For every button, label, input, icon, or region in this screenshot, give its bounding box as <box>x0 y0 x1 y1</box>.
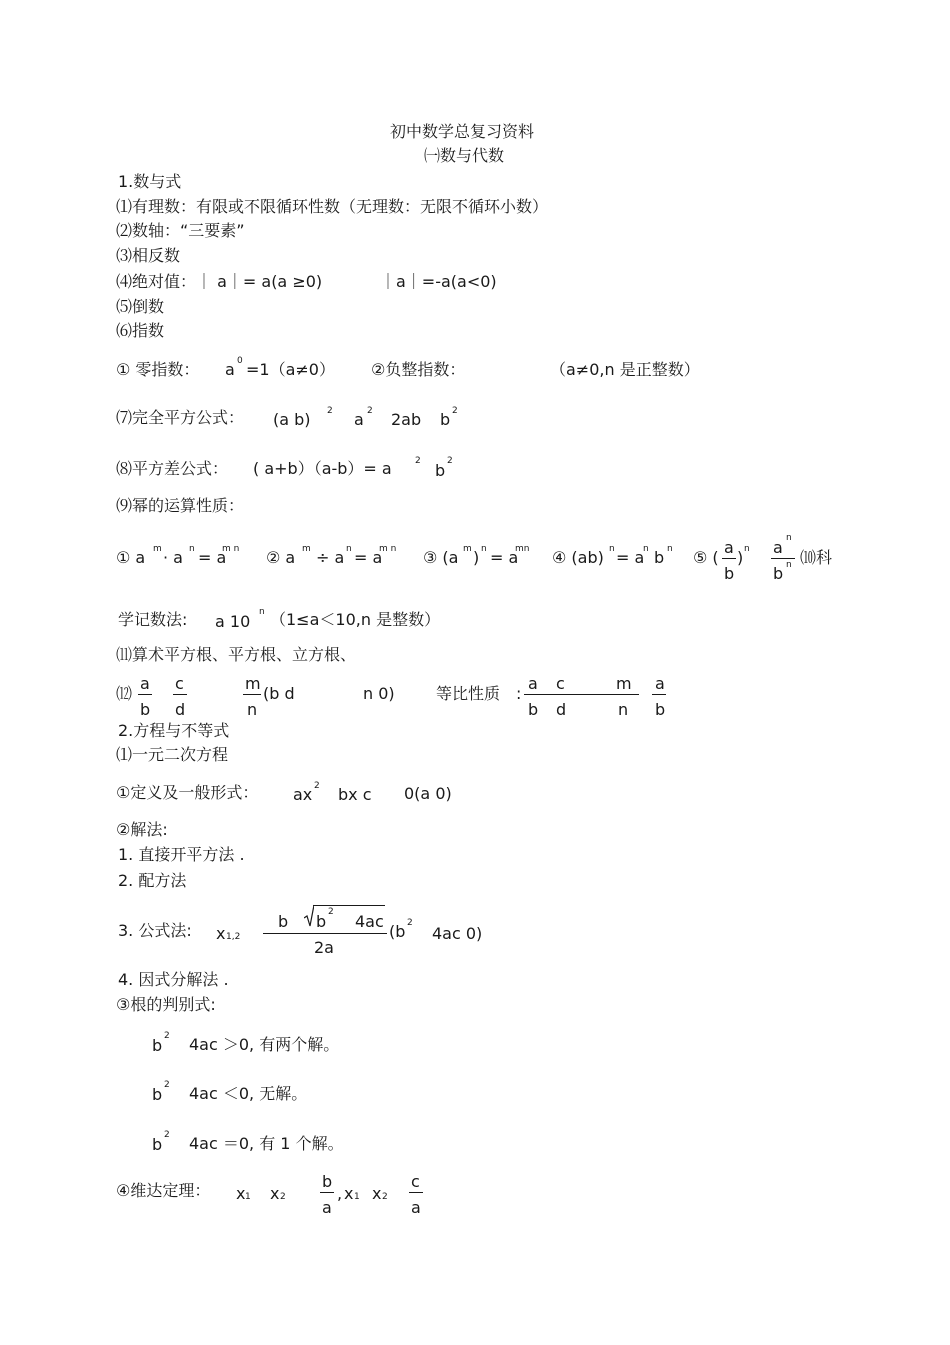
formula-text: （1≤a＜10,n 是整数） <box>270 610 441 629</box>
formula-text: ) <box>737 548 744 567</box>
fraction-denominator: n <box>618 700 629 719</box>
formula-text: x <box>344 1184 354 1203</box>
formula-text: = a <box>354 548 383 567</box>
superscript: 2 <box>164 1130 170 1140</box>
root-bar <box>313 905 385 906</box>
formula-text: ② a <box>266 548 296 567</box>
formula-text: x <box>236 1184 246 1203</box>
superscript: n <box>744 544 750 554</box>
superscript: 2 <box>164 1031 170 1041</box>
fraction-denominator: d <box>175 700 186 719</box>
formula-text: bx c <box>338 785 372 804</box>
formula-text: ( a+b）（a-b）= a <box>253 459 392 478</box>
superscript: mn <box>515 544 530 554</box>
formula-text: = a <box>198 548 227 567</box>
formula-text: (b <box>389 922 406 941</box>
formula-text: x <box>270 1184 280 1203</box>
formula-text: ① a <box>116 548 146 567</box>
formula-text: (b d <box>263 684 295 703</box>
superscript: 0 <box>237 356 243 366</box>
fraction-numerator: a <box>773 538 783 557</box>
formula-text: a 10 <box>215 612 251 631</box>
superscript: 2 <box>327 406 333 416</box>
superscript: n <box>259 607 265 617</box>
text-line: ⑵数轴：“三要素” <box>116 221 245 240</box>
formula-text: ) <box>473 548 480 567</box>
text-line: ③根的判别式: <box>116 995 216 1014</box>
formula-text: 4ac ＜0, 无解。 <box>189 1084 308 1103</box>
formula-text: ÷ a <box>316 548 345 567</box>
formula-text: ④ (ab) <box>552 548 604 567</box>
fraction-numerator: c <box>411 1172 420 1191</box>
formula-text: b <box>152 1135 163 1154</box>
fraction-denominator: n <box>247 700 258 719</box>
superscript: 2 <box>452 406 458 416</box>
formula-label: ①定义及一般形式： <box>116 783 259 802</box>
fraction-denominator: b <box>773 564 784 583</box>
superscript: n <box>609 544 615 554</box>
fraction-numerator: c <box>175 674 184 693</box>
text-line: ⑴一元二次方程 <box>116 745 229 764</box>
fraction-numerator: b <box>278 912 289 931</box>
fraction-denominator: d <box>556 700 567 719</box>
superscript: n <box>346 544 352 554</box>
formula-label: ⑼幂的运算性质： <box>116 496 245 515</box>
formula-label: ②负整指数： <box>371 360 466 379</box>
fraction-numerator: a <box>528 674 538 693</box>
formula-text: x <box>372 1184 382 1203</box>
text-line: ⑹指数 <box>116 321 165 340</box>
superscript: n <box>786 560 792 570</box>
formula-text: b <box>152 1085 163 1104</box>
formula-text: =1（a≠0） <box>246 360 335 379</box>
sqrt-symbol-icon <box>304 904 314 928</box>
superscript: n <box>643 544 649 554</box>
superscript: m <box>463 544 472 554</box>
fraction-numerator: 4ac <box>355 912 384 931</box>
fraction-bar <box>263 933 387 934</box>
text-line: ⑾算术平方根、平方根、立方根、 <box>116 645 357 664</box>
text-line: ⑶相反数 <box>116 246 181 265</box>
formula-text: b <box>654 548 665 567</box>
superscript: m n <box>222 544 240 554</box>
formula-text: a <box>354 410 364 429</box>
fraction-bar <box>524 694 639 695</box>
superscript: 2 <box>164 1080 170 1090</box>
text-line: ｜a｜=-a(a<0) <box>380 272 497 291</box>
formula-text: b <box>440 410 451 429</box>
fraction-denominator: b <box>140 700 151 719</box>
superscript: n <box>786 533 792 543</box>
superscript: 2 <box>407 918 413 928</box>
formula-text: n 0) <box>363 684 395 703</box>
formula-label: ④维达定理： <box>116 1181 211 1200</box>
fraction-numerator: a <box>655 674 665 693</box>
formula-text: 4ac ＞0, 有两个解。 <box>189 1035 340 1054</box>
fraction-bar <box>138 694 152 695</box>
text-line: ⑷绝对值：｜ a｜= a(a ≥0) <box>116 272 323 291</box>
formula-text: = a <box>616 548 645 567</box>
text-line: ⑴有理数：有限或不限循环性数（无理数：无限不循环小数） <box>116 197 549 216</box>
superscript: 2 <box>328 907 334 917</box>
section-heading: 1.数与式 <box>118 172 182 191</box>
formula-label: ⑽科 <box>800 548 833 567</box>
fraction-denominator: b <box>655 700 666 719</box>
formula-text: (a b) <box>273 410 311 429</box>
formula-text: · a <box>163 548 183 567</box>
fraction-denominator: b <box>724 564 735 583</box>
superscript: 2 <box>314 781 320 791</box>
superscript: m <box>153 544 162 554</box>
fraction-bar <box>771 558 795 559</box>
formula-text: 4ac 0) <box>432 924 483 943</box>
formula-label: ① 零指数： <box>116 360 200 379</box>
subscript: 2 <box>280 1192 286 1202</box>
fraction-bar <box>652 694 666 695</box>
fraction-bar <box>320 1192 334 1193</box>
formula-text: ax <box>293 785 313 804</box>
subscript: 1,2 <box>226 932 241 942</box>
formula-text: ⑤ ( <box>693 548 719 567</box>
fraction-numerator: a <box>140 674 150 693</box>
formula-label: ⑻平方差公式： <box>116 459 229 478</box>
superscript: 2 <box>367 406 373 416</box>
section-subtitle: ㈠数与代数 <box>424 146 505 165</box>
fraction-numerator: b <box>316 912 327 931</box>
formula-text: : <box>516 684 522 703</box>
fraction-bar <box>722 558 736 559</box>
fraction-bar <box>173 694 187 695</box>
fraction-denominator: a <box>322 1198 332 1217</box>
superscript: m <box>302 544 311 554</box>
formula-text: b <box>152 1036 163 1055</box>
fraction-bar <box>409 1192 423 1193</box>
subscript: 1 <box>245 1192 251 1202</box>
subscript: 1 <box>354 1192 360 1202</box>
formula-text: 4ac ＝0, 有 1 个解。 <box>189 1134 344 1153</box>
superscript: 2 <box>447 456 453 466</box>
fraction-denominator: a <box>411 1198 421 1217</box>
fraction-numerator: a <box>724 538 734 557</box>
method-item: 4. 因式分解法 . <box>118 970 229 989</box>
formula-label: ⑺完全平方公式： <box>116 408 245 427</box>
superscript: n <box>667 544 673 554</box>
page-title: 初中数学总复习资料 <box>390 122 535 141</box>
formula-text: 2ab <box>391 410 422 429</box>
subscript: 2 <box>382 1192 388 1202</box>
text-line: ②解法: <box>116 820 168 839</box>
superscript: m n <box>379 544 397 554</box>
method-item: 2. 配方法 <box>118 871 187 890</box>
fraction-denominator: 2a <box>314 938 334 957</box>
formula-text: , <box>337 1184 343 1203</box>
fraction-numerator: m <box>616 674 632 693</box>
formula-text: b <box>435 461 446 480</box>
formula-label: 学记数法: <box>118 610 188 629</box>
fraction-numerator: m <box>245 674 261 693</box>
fraction-bar <box>243 694 261 695</box>
superscript: n <box>189 544 195 554</box>
formula-text: ③ (a <box>423 548 459 567</box>
formula-label: ⑿ <box>116 684 133 703</box>
text-line: ⑸倒数 <box>116 297 165 316</box>
superscript: n <box>481 544 487 554</box>
fraction-numerator: b <box>322 1172 333 1191</box>
method-item: 3. 公式法: <box>118 921 192 940</box>
fraction-denominator: b <box>528 700 539 719</box>
formula-text: （a≠0,n 是正整数） <box>550 360 700 379</box>
formula-text: = a <box>490 548 519 567</box>
superscript: 2 <box>415 456 421 466</box>
formula-text: x <box>216 924 226 943</box>
formula-text: a <box>225 360 235 379</box>
fraction-numerator: c <box>556 674 565 693</box>
section-heading: 2.方程与不等式 <box>118 721 230 740</box>
method-item: 1. 直接开平方法 . <box>118 845 245 864</box>
formula-text: 0(a 0) <box>404 784 452 803</box>
formula-label: 等比性质 <box>436 684 501 703</box>
